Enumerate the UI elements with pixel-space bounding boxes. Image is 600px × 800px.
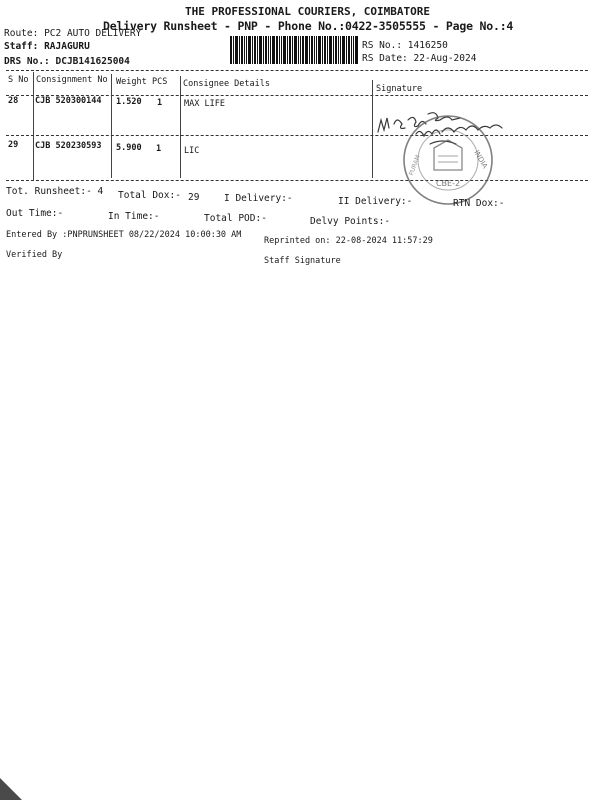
rs-no-value: 1416250 (407, 40, 448, 51)
runsheet-subtitle: Delivery Runsheet - PNP - Phone No.:0422-3505555 - Page No.:4 (103, 19, 514, 33)
barcode (230, 36, 358, 64)
reprinted-on: Reprinted on: 22-08-2024 11:57:29 (264, 236, 433, 246)
row-29-sno: 29 (8, 140, 19, 150)
drs-label: DRS No.: (4, 56, 50, 67)
row-29-weight: 5.900 (116, 143, 142, 153)
col-divider-1 (33, 72, 34, 180)
staff-signature: Staff Signature (264, 256, 341, 266)
col-weight: Weight (116, 77, 147, 87)
svg-text:PURAM: PURAM (407, 154, 422, 177)
col-consignment: Consignment No (36, 75, 108, 85)
rs-date-label: RS Date: (362, 53, 408, 64)
route-value: PC2 AUTO DELIVERY (44, 28, 142, 39)
rtn-dox: RTN Dox:- (453, 198, 505, 209)
col-consignee: Consignee Details (183, 79, 270, 89)
row-28-consignee: MAX LIFE (184, 99, 225, 109)
total-dox-label: Total Dox:- (118, 190, 181, 201)
staff-label: Staff: (4, 41, 39, 52)
route-line (4, 28, 141, 39)
drs-value: DCJB141625004 (55, 56, 130, 67)
row-28-weight: 1.520 (116, 97, 142, 107)
row-29-consignment: CJB 520230593 (35, 141, 102, 151)
col-pcs: PCS (152, 77, 168, 87)
rs-no-label: RS No.: (362, 40, 403, 51)
row-28-pcs: 1 (157, 98, 163, 108)
rs-no-line (362, 40, 448, 51)
delvy-points: Delvy Points:- (310, 216, 391, 227)
verified-by: Verified By (6, 250, 63, 260)
total-dox-value: 29 (188, 192, 200, 203)
row-28-consignment: CJB 520300144 (35, 96, 102, 106)
page-corner-mark (0, 770, 30, 800)
table-bottom-rule (6, 180, 588, 181)
company-name: THE PROFESSIONAL COURIERS, COIMBATORE (185, 5, 431, 18)
tot-runsheet: Tot. Runsheet:- 4 (6, 186, 104, 197)
row-29-consignee: LIC (184, 146, 200, 156)
i-delivery: I Delivery:- (224, 193, 293, 204)
staff-value: RAJAGURU (44, 41, 90, 52)
table-top-rule (6, 70, 588, 71)
entered-by: Entered By :PNPRUNSHEET 08/22/2024 10:00:30 AM (6, 230, 242, 240)
total-pod: Total POD:- (204, 213, 267, 224)
col-divider-3 (180, 76, 181, 178)
col-sno: S No (8, 75, 29, 85)
staff-line (4, 41, 90, 52)
svg-text:CBE-2: CBE-2 (435, 179, 461, 188)
row-28-sno: 28 (8, 96, 19, 106)
col-divider-2 (111, 74, 112, 178)
rs-date-value: 22-Aug-2024 (413, 53, 477, 64)
out-time: Out Time:- (6, 208, 64, 219)
svg-text:INDIA: INDIA (472, 149, 489, 170)
col-signature: Signature (376, 84, 423, 94)
route-label: Route: (4, 28, 39, 39)
rs-date-line (362, 53, 476, 64)
drs-line (4, 56, 130, 67)
post-office-stamp (400, 112, 496, 208)
ii-delivery: II Delivery:- (338, 196, 413, 207)
in-time: In Time:- (108, 211, 160, 222)
row-29-pcs: 1 (156, 144, 162, 154)
